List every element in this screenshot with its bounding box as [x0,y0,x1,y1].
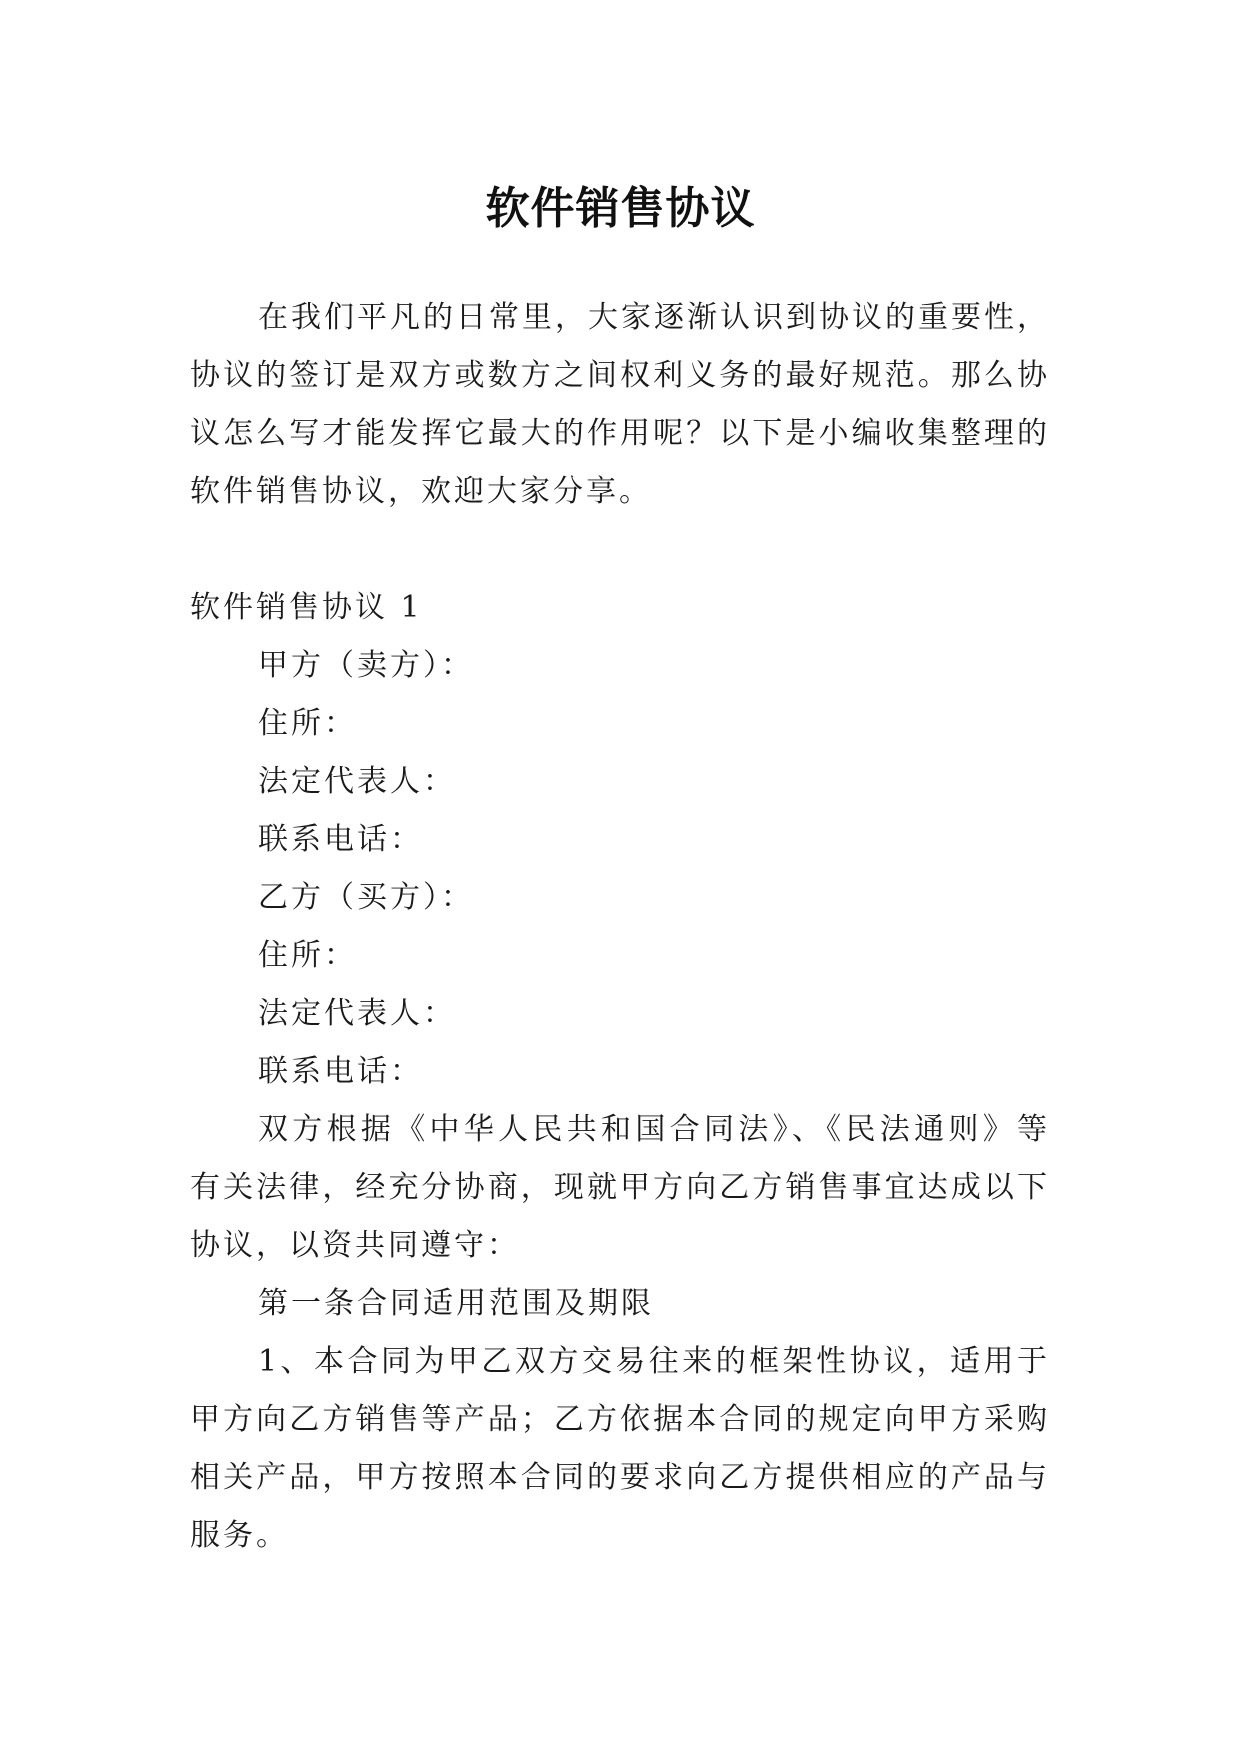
article-1-clause-1: 1、本合同为甲乙双方交易往来的框架性协议，适用于甲方向乙方销售等产品；乙方依据本合同的规定向甲方采购相关产品，甲方按照本合同的要求向乙方提供相应的产品与服务。 [190,1344,1050,1553]
party-b-phone: 联系电话： [258,1054,423,1089]
article-1-title: 第一条合同适用范围及期限 [258,1286,654,1321]
document-body [190,289,1050,1565]
section-heading: 软件销售协议 1 [190,590,423,625]
party-b-address: 住所： [258,938,357,973]
party-b-label: 乙方（买方）： [258,880,474,915]
party-a-label: 甲方（卖方）： [258,648,474,683]
party-a-phone: 联系电话： [258,822,423,857]
intro-paragraph: 在我们平凡的日常里，大家逐渐认识到协议的重要性，协议的签订是双方或数方之间权利义务的最好规范。那么协议怎么写才能发挥它最大的作用呢？以下是小编收集整理的软件销售协议，欢迎大家分享。 [190,300,1050,509]
document-title: 软件销售协议 [485,183,756,235]
party-a-representative: 法定代表人： [258,764,456,799]
preamble-paragraph: 双方根据《中华人民共和国合同法》、《民法通则》等有关法律，经充分协商，现就甲方向乙方销售事宜达成以下协议，以资共同遵守： [190,1112,1050,1263]
paragraph-spacer [190,521,1050,579]
party-b-representative: 法定代表人： [258,996,456,1031]
party-a-address: 住所： [258,706,357,741]
